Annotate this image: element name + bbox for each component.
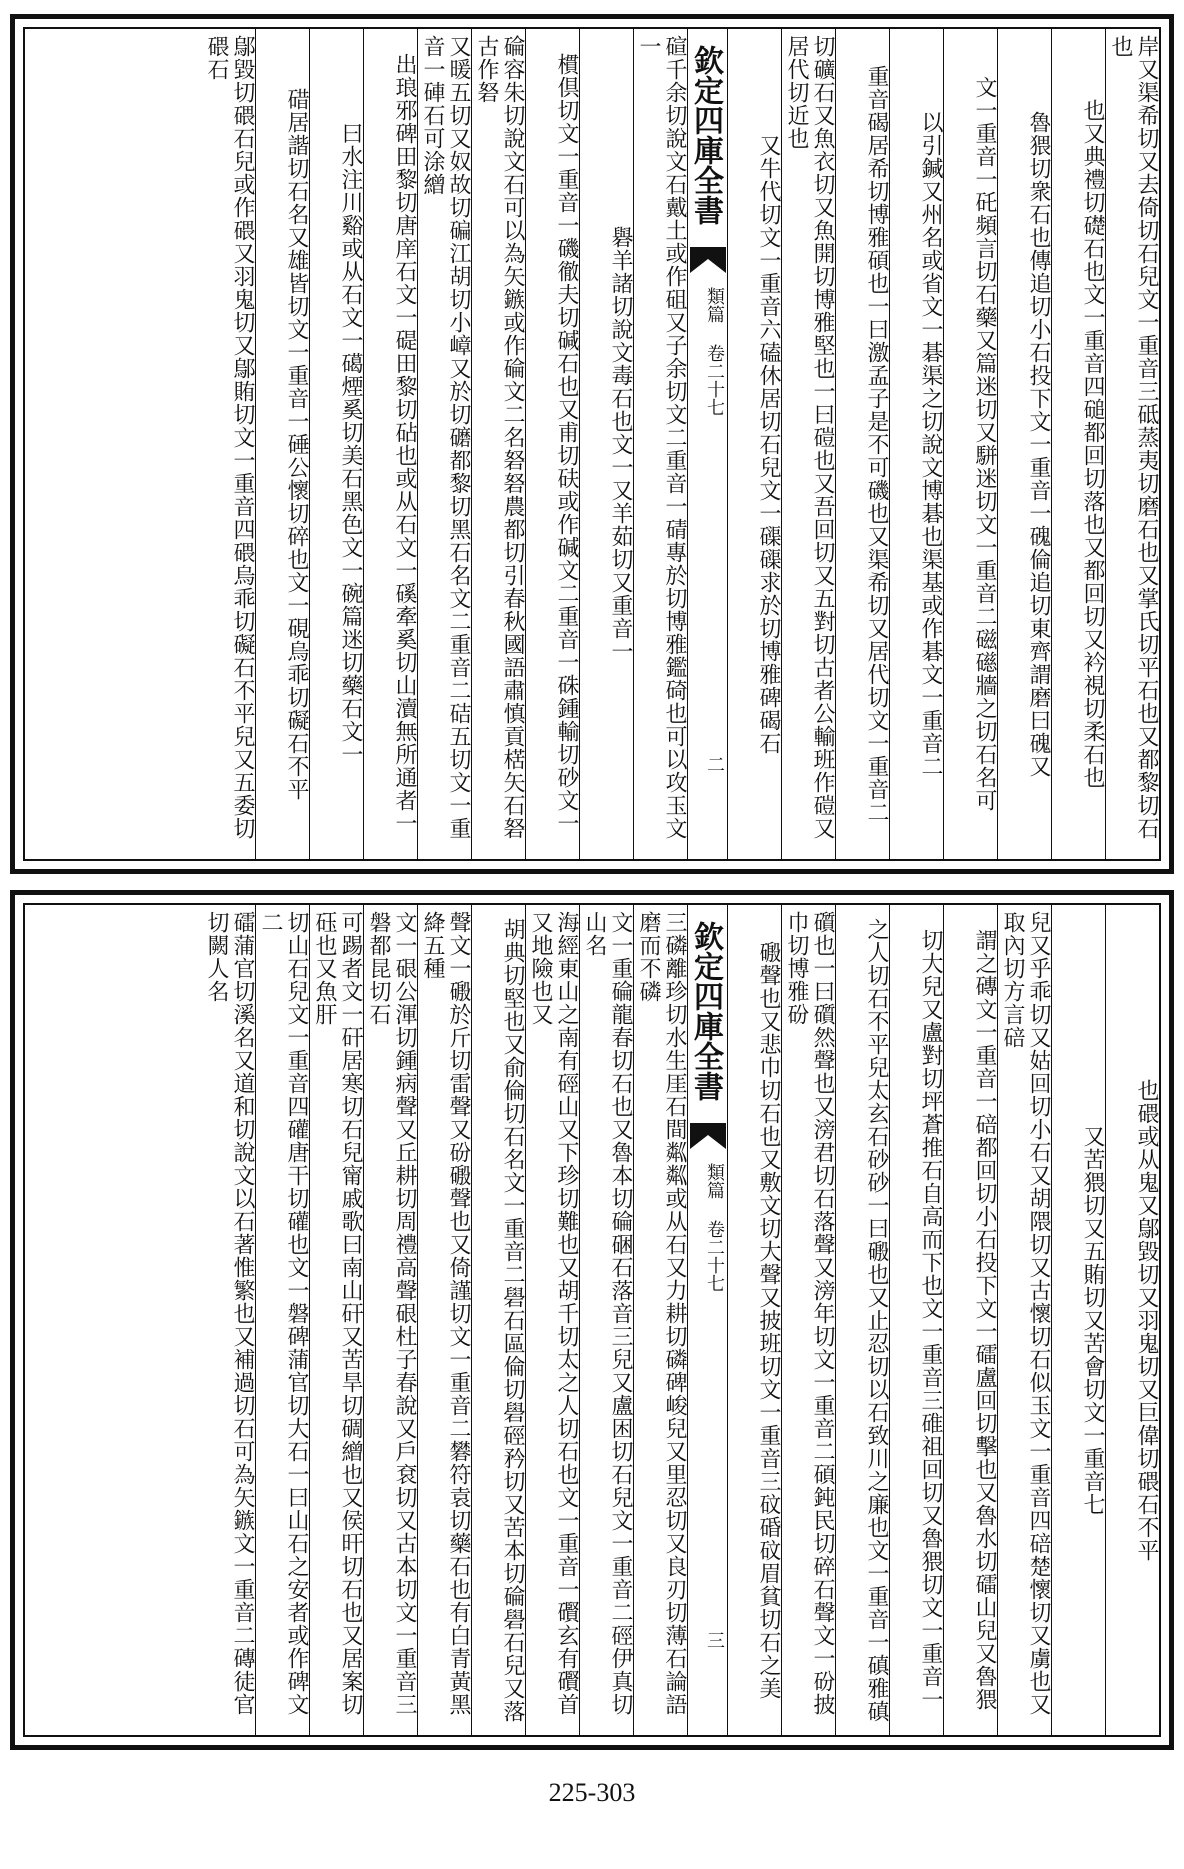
column-text: 魯猥切衆石也傳追切小石投下文一重音一磈倫追切東齊謂磨曰磈又 <box>1026 110 1051 778</box>
column-text: 也碨或从鬼又鄔毀切又羽鬼切又巨偉切碨石不平 <box>1134 1078 1159 1562</box>
column-text: 碖容朱切說文石可以為矢鏃或作碖文二名砮砮農都切引春秋國語肅慎貢楛矢石砮古作砮 <box>474 35 525 840</box>
text-column <box>255 29 309 859</box>
text-column <box>835 29 889 859</box>
text-column <box>525 29 579 859</box>
leaf-number: 三 <box>704 1631 725 1649</box>
text-column <box>781 29 835 859</box>
column-text: 文一重音一矺頻言切石藥又篇迷切又駢迷切文一重音二磁礠牆之切石名可 <box>972 76 997 812</box>
column-text: 又苦猥切又五賄切又苦會切文一重音七 <box>1080 1124 1105 1516</box>
text-column <box>781 905 835 1735</box>
text-column <box>201 29 255 859</box>
text-column <box>633 29 687 859</box>
column-text: 礩也一曰礩然聲也又滂君切石落聲又滂年切文一重音二碩鈍民切碎石聲文一砏披巾切博雅砏 <box>784 911 835 1716</box>
column-text: 文一重碖龍春切石也又魯本切碖硱石落音三兒又盧困切石兒文一重音二硜伊真切山名 <box>582 911 633 1716</box>
text-column <box>835 905 889 1735</box>
column-text: 兒又乎乖切又姑回切小石又胡隈切又古懷切石似玉文一重音四碚楚懷切又虜也又取內切方言碚 <box>1000 911 1051 1716</box>
text-column <box>417 29 471 859</box>
column-text: 碏居諧切石名又雄皆切文一重音一硾公懷切碎也文一硯烏乖切礙石不平 <box>284 87 309 801</box>
column-text: 又牛代切文一重音六磕休居切石兒文一磲磲求於切博雅碑碣石 <box>756 133 781 755</box>
text-column <box>255 905 309 1735</box>
leaf-number: 二 <box>704 755 725 773</box>
column-text: 文一硍公渾切鍾病聲又丘耕切周禮高聲硍杜子春說又戶袞切又古本切文一重音三磐都昆切石 <box>366 911 417 1716</box>
volume-label: 類篇 卷二十七 <box>704 286 725 416</box>
text-column <box>201 905 255 1735</box>
center-band <box>687 905 727 1735</box>
column-text: 也又典禮切礎石也文一重音四磓都回切落也又都回切又衿視切柔石也 <box>1080 99 1105 789</box>
column-text: 重音碣居希切博雅碩也一曰激孟子是不可磯也又渠希切又居代切文一重音二 <box>864 64 889 824</box>
column-text: 切礦石又魚衣切又魚開切博雅堅也一曰磑也又吾回切又五對切古者公輸班作磑又居代切近也 <box>784 35 835 840</box>
column-text: 胡典切堅也又俞倫切石名文一重音二礐石區倫切礐硜矜切又苦本切碖礐石兒又落 <box>500 917 525 1723</box>
column-text: 切大兒又盧對切坪蒼推石自高而下也文一重音三碓祖回切又魯猥切文一重音一 <box>918 929 943 1711</box>
column-text: 切山石兒文一重音四礶唐干切礶也文一磐碑蒲官切大石一曰山石之安者或作碑文二 <box>258 911 309 1716</box>
text-column <box>727 29 781 859</box>
text-column <box>525 905 579 1735</box>
text-column <box>889 29 943 859</box>
text-column <box>471 905 525 1735</box>
column-text: 樌倶切文一重音一磯徹夫切碱石也又甫切砆或作碱文二重音一硃鍾輸切砂文一 <box>554 53 579 835</box>
column-text: 磤聲也又悲巾切石也又敷文切大聲又披班切文一重音三砇碈砇眉貧切石之美 <box>756 940 781 1700</box>
text-column <box>579 29 633 859</box>
text-column <box>417 905 471 1735</box>
text-column <box>1051 905 1105 1735</box>
column-text: 礌蒲官切溪名又道和切說文以石著惟繁也又補過切石可為矢鏃文一重音二磚徒官切闕人名 <box>204 911 255 1716</box>
top-page-frame <box>10 14 1174 874</box>
fishtail-mark-icon <box>690 247 726 273</box>
text-column <box>363 905 417 1735</box>
text-column <box>471 29 525 859</box>
text-column <box>309 905 363 1735</box>
text-column <box>997 905 1051 1735</box>
column-text: 曰水注川谿或从石文一礍煙奚切美石黑色文一碗篇迷切藥石文一 <box>338 122 363 766</box>
column-text: 海經東山之南有硜山又下珍切難也又胡千切太之人切石也文一重音一礥玄有礥首又地險也又 <box>528 911 579 1716</box>
column-text: 三磷離珍切水生厓石間粼粼或从石又力耕切磷碑峻兒又里忍切又良刃切薄石論語磨而不磷 <box>636 911 687 1716</box>
text-column <box>633 905 687 1735</box>
text-column <box>997 29 1051 859</box>
text-column <box>889 905 943 1735</box>
bottom-page-frame <box>10 890 1174 1750</box>
top-page-columns <box>23 27 1161 861</box>
text-column <box>1105 905 1159 1735</box>
column-text: 又暖五切又奴故切碥江胡切小嶂又於切礳都黎切黑石名文二重音二硈五切文一重音一硨石可涂繒 <box>420 35 471 840</box>
column-text: 聲文一磤於斤切雷聲又砏磤聲也又倚謹切文一重音二礬符袁切藥石也有白青黃黑絳五種 <box>420 911 471 1716</box>
column-text: 謂之磚文一重音一碚都回切小石投下文一礌盧回切擊也又魯水切礌山兒又魯猥 <box>972 929 997 1711</box>
footer-page-number: 225-303 <box>548 1778 636 1807</box>
column-text: 岸又渠希切又去倚切石兒文一重音三砥蒸夷切磨石也又掌氏切平石也又都黎切石也 <box>1108 35 1159 840</box>
text-column <box>363 29 417 859</box>
fishtail-mark-icon <box>690 1123 726 1149</box>
book-title: 欽定四庫全書 <box>688 45 723 225</box>
column-text: 可踢者文一矸居寒切石兒甯戚歌曰南山矸又苦旱切碉繒也又侯旰切石也又居案切砡也又魚肝 <box>312 911 363 1716</box>
volume-label: 類篇 卷二十七 <box>704 1162 725 1292</box>
column-text: 鄔毀切碨石兒或作碨又羽鬼切又鄔賄切文一重音四碨烏乖切礙石不平兒又五委切碨石 <box>204 35 255 840</box>
column-text: 碹千余切說文石戴土或作砠又子余切文二重音一碃專於切博雅鑑碕也可以攻玉文一 <box>636 35 687 840</box>
center-band <box>687 29 727 859</box>
bottom-page-columns <box>23 903 1161 1737</box>
text-column <box>727 905 781 1735</box>
text-column <box>309 29 363 859</box>
text-column <box>943 29 997 859</box>
text-column <box>1105 29 1159 859</box>
column-text: 礜羊諸切說文毒石也文一又羊茹切又重音一 <box>608 225 633 663</box>
text-column <box>579 905 633 1735</box>
text-column <box>943 905 997 1735</box>
column-text: 之人切石不平兒太玄石砂砂一曰磤也又止忍切以石致川之廉也文一重音一磌雅磌 <box>864 917 889 1723</box>
column-text: 以引鍼又州名或省文一碁渠之切說文博碁也渠基或作碁文一重音二 <box>918 110 943 778</box>
column-text: 出琅邪碑田黎切唐庠石文一碮田黎切砧也或从石文一磎牽奚切山瀆無所通者一 <box>392 53 417 835</box>
text-column <box>1051 29 1105 859</box>
book-title: 欽定四庫全書 <box>688 921 723 1101</box>
